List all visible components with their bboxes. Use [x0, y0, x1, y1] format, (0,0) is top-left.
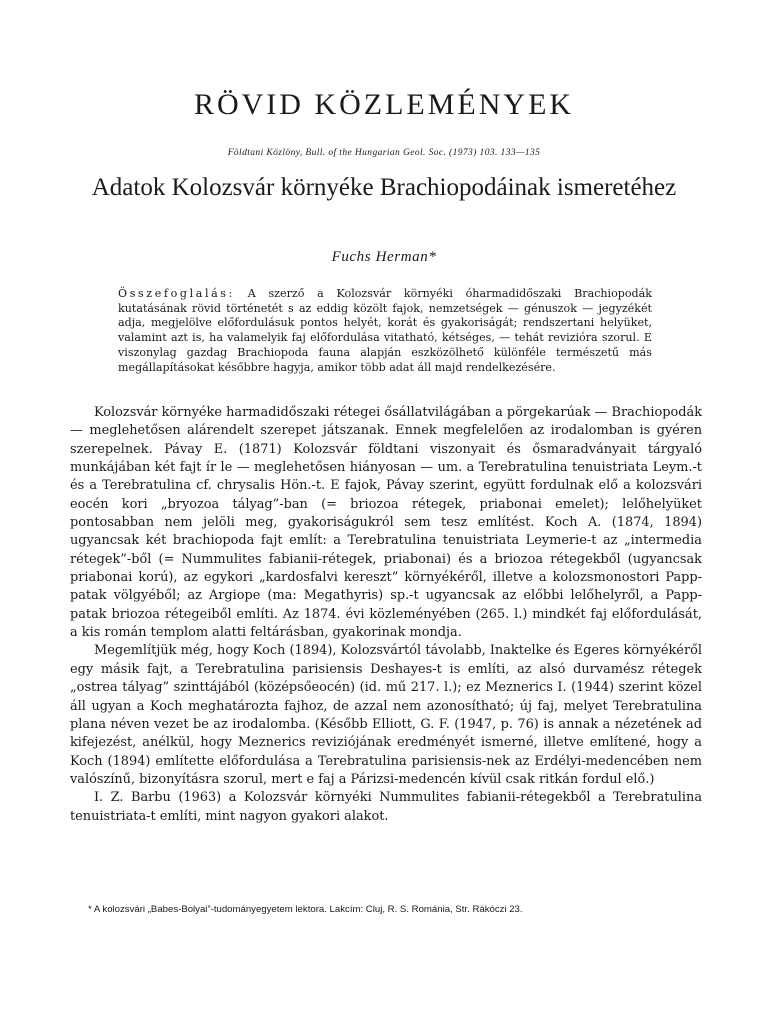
- journal-citation: Földtani Közlöny, Bull. of the Hungarian Geol. Soc. (1973) 103. 133—135: [227, 148, 541, 158]
- body-paragraph: Kolozsvár környéke harmadidőszaki rétegei ősállatvilágában a pörgekarúak — Brachiopodák — meglehetősen alárendelt szerepet játszanak. Ennek megfelelően az irodalomban is gyéren szerepelnek. Pávay E. (1871) Kolozsvár földtani viszonyait és ősmaradványait tárgyaló munkájában két fajt ír le — meglehetősen hiányosan — um. a Terebratulina tenuistriata Leym.-t és a Terebratulina cf. chrysalis Hön.-t. E fajok, Pávay szerint, együtt fordulnak elő a kolozsvári eocén kori „bryozoa tályag”-ban (= briozoa rétegek, priabonai emelet); lelőhelyüket pontosabban nem jelöli meg, gyakoriságukról sem tesz említést. Koch A. (1874, 1894) ugyancsak két brachiopoda fajt említ: a Terebratulina tenuistriata Leymerie-t az „intermedia rétegek”-ből (= Nummulites fabianii-rétegek, priabonai) és a briozoa rétegekből (ugyancsak priabonai korú), az egykori „kardosfalvi kereszt” környékéről, illetve a kolozsmonostori Papp-patak völgyéből; az Argiope (ma: Megathyris) sp.-t ugyancsak az előbbi lelőhelyről, a Papp-patak briozoa rétegeiből említi. Az 1874. évi közleményében (265. l.) mindkét faj előfordulását, a kis román templom alatti feltárásban, gyakorinak mondja.: [70, 405, 702, 641]
- footnote: * A kolozsvári „Babes-Bolyai”-tudományegyetem lektora. Lakcím: Cluj, R. S. Románia, Str. Rákóczi 23.: [88, 904, 523, 915]
- body-paragraph: Megemlítjük még, hogy Koch (1894), Kolozsvártól távolabb, Inaktelke és Egeres környékéről egy másik fajt, a Terebratulina parisiensis Deshayes-t is említi, az alsó durvamész rétegek „ostrea tályag” szinttájából (középsőeocén) (id. mű 217. l.); ez Meznerics I. (1944) szerint közel áll ugyan a Koch meghatározta fajhoz, de azzal nem azonosítható; új faj, melyet Terebratulina plana néven vezet be az irodalomba. (Később Elliott, G. F. (1947, p. 76) is annak a nézetének ad kifejezést, anélkül, hogy Meznerics reviziójának eredményét ismerné, illetve említené, hogy a Koch (1894) említette előfordulása a Terebratulina parisiensis-nek az Erdélyi-medencében nem valószínű, bizonyításra szorul, mert e faj a Párizsi-medencén kívül csak ritkán fordul elő.): [70, 643, 702, 787]
- abstract-label: Összefoglalás:: [118, 287, 235, 300]
- article-title: Adatok Kolozsvár környéke Brachiopodáinak ismeretéhez: [91, 174, 677, 201]
- article-body: [70, 404, 702, 826]
- section-title: RÖVID KÖZLEMÉNYEK: [193, 88, 575, 121]
- body-paragraph: I. Z. Barbu (1963) a Kolozsvár környéki Nummulites fabianii-rétegekből a Terebratulina tenuistriata-t említi, mint nagyon gyakori alakot.: [70, 790, 702, 824]
- abstract: [118, 287, 652, 375]
- abstract-text: A szerző a Kolozsvár környéki óharmadidőszaki Brachiopodák kutatásának rövid történetét s az eddig közölt fajok, nemzetségek — génuszok — jegyzékét adja, megjelölve előfordulásuk pontos helyét, korát és gyakoriságát; rendszertani helyüket, valamint azt is, ha valamelyik faj előfordulása vitatható, kétséges, — tehát revizióra szorul. E viszonylag gazdag Brachiopoda fauna alapján eszközölhető különféle természetű más megállapításokat későbbre hagyja, amikor több adat áll majd rendelkezésére.: [118, 287, 652, 374]
- article-author: Fuchs Herman*: [331, 249, 437, 265]
